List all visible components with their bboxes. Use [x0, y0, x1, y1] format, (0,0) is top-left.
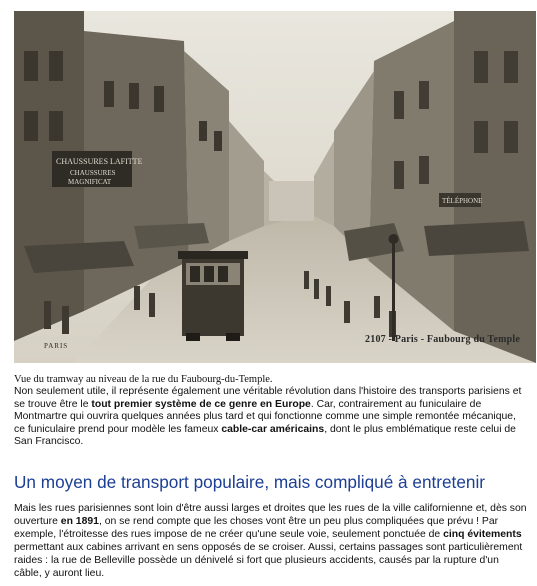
- shop-sign-2: CHAUSSURES: [70, 169, 116, 177]
- intro-text-1: Non seulement utile, il représente également une véritable révolution dans l'histoire des transports parisiens et se trouve être le: [14, 386, 522, 410]
- body-bold-2: cinq évitements: [443, 528, 522, 540]
- intro-text-3: , dont le plus emblématique reste celui de San Francisco.: [14, 423, 516, 448]
- shop-sign-4: TÉLÉPHONE: [442, 197, 483, 205]
- intro-text-2: . Car, contrairement au funiculaire de Montmartre qui ouvrira quelques années plus tard et qui fonctionne comme une simple remontée mécanique, ce funiculaire prend pour modèle les fameux: [14, 398, 516, 435]
- section-heading: Un moyen de transport populaire, mais compliqué à entretenir: [14, 472, 485, 492]
- historic-street-photo: [14, 11, 536, 363]
- image-caption: Vue du tramway au niveau de la rue du Faubourg-du-Temple.: [14, 374, 273, 385]
- intro-bold-1: tout premier système de ce genre en Europe: [91, 398, 311, 410]
- intro-paragraph: [14, 386, 529, 449]
- photo-stamp: PARIS: [44, 342, 69, 350]
- shop-sign-3: MAGNIFICAT: [68, 178, 112, 186]
- tramway: [178, 251, 248, 341]
- body-bold-1: en 1891: [60, 515, 99, 527]
- body-text-1: Mais les rues parisiennes sont loin d'être aussi larges et droites que les rues de la ville californienne et, dès son ouverture: [14, 503, 527, 527]
- body-paragraph: [14, 503, 529, 580]
- intro-bold-2: cable-car américains: [221, 423, 325, 435]
- body-text-3: permettant aux cabines arrivant en sens opposés de se croiser. Aussi, certains passages sont particulièrement raides : la rue de Belleville possède un dénivelé si fort que plusieurs accidents, causés par la rupture d'un câble, y auront lieu.: [14, 541, 523, 579]
- body-text-2: , on se rend compte que les choses vont être un peu plus compliquées que prévu ! Par exemple, l'étroitesse des rues impose de ne créer qu'une seule voie, seulement ponctuée de: [14, 515, 499, 540]
- photo-illustration: [14, 11, 536, 363]
- photo-caption: 2107 - Paris - Faubourg du Temple: [365, 334, 520, 345]
- shop-sign-1: CHAUSSURES LAFITTE: [56, 157, 143, 166]
